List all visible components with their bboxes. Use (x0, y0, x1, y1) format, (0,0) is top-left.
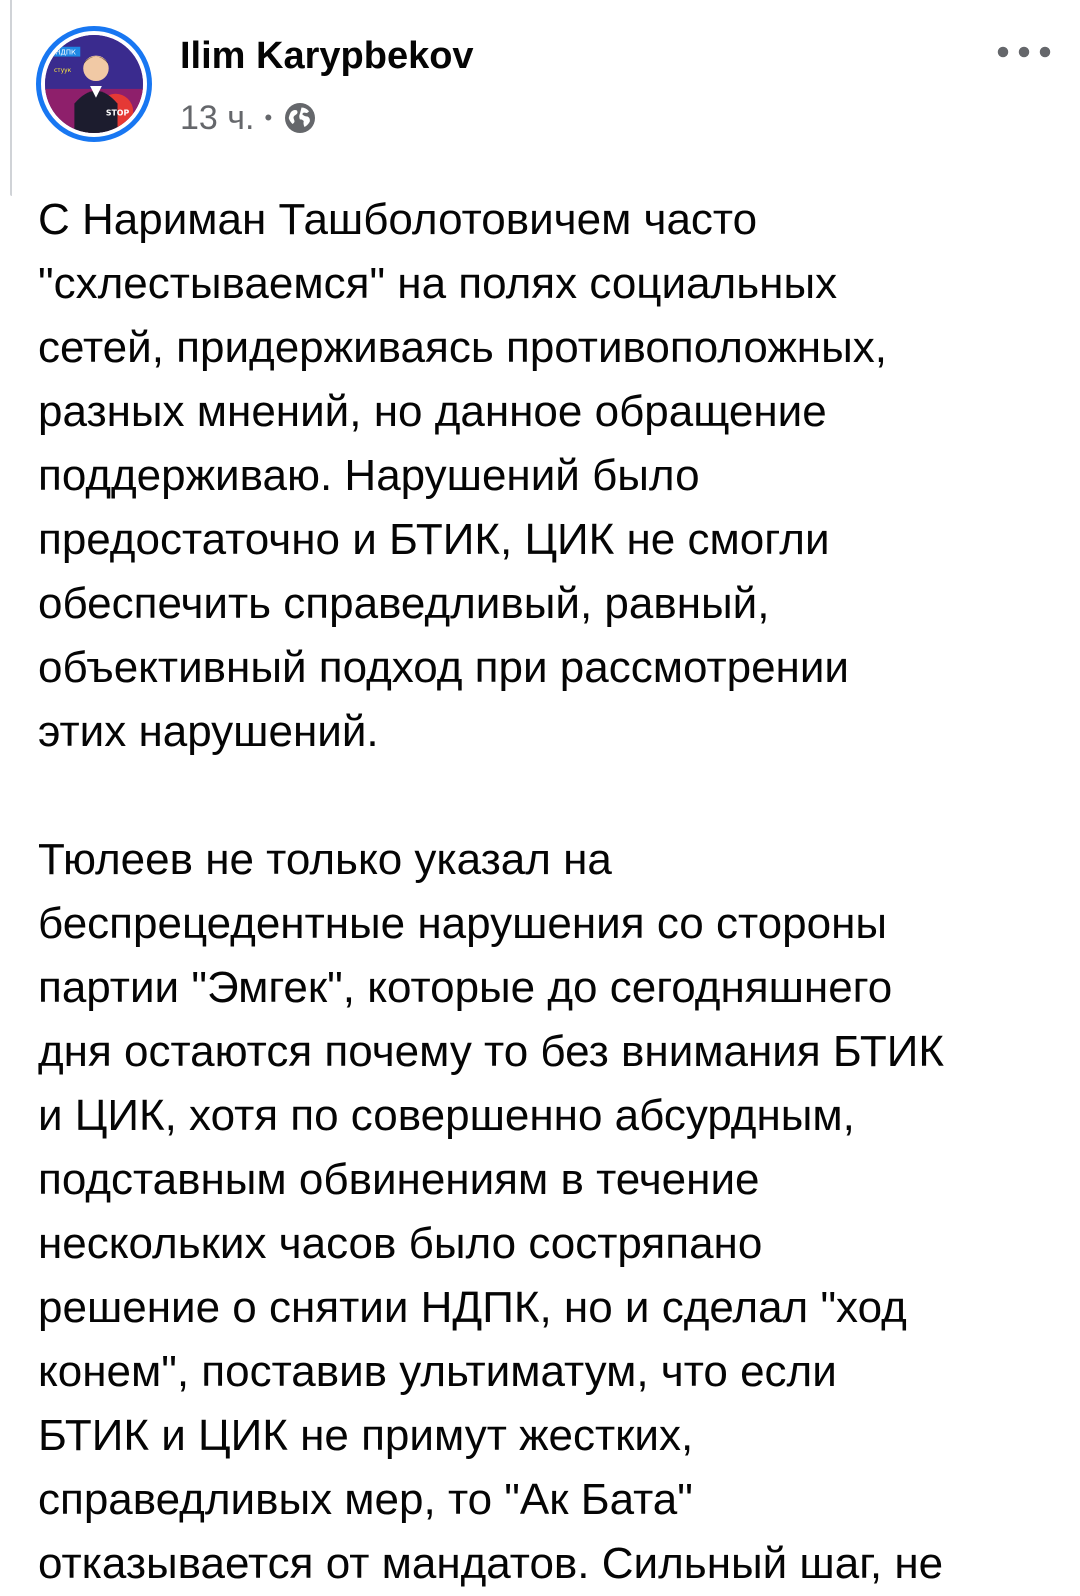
post-text (38, 188, 1060, 1596)
avatar-badge-text: НДПК (55, 48, 76, 57)
avatar-stop-text: STOP (105, 108, 130, 118)
post-meta (180, 96, 318, 140)
avatar-tag-text: стуук (54, 68, 72, 75)
avatar-illustration (45, 35, 143, 133)
post-paragraph: С Нариман Ташболотовичем часто "схлестываемся" на полях социальных сетей, придерживаясь противоположных, разных мнений, но данное обращение поддерживаю. Нарушений было предостаточно и БТИК, ЦИК не смогли обеспечить справедливый, равный, объективный подход при рассмотрении этих нарушений. (38, 195, 887, 756)
post-paragraph: Тюлеев не только указал на беспрецедентные нарушения со стороны партии "Эмгек", которые до сегодняшнего дня остаются почему то без внимания БТИК и ЦИК, хотя по совершенно абсурдным, подставным обвинениям в течение нескольких часов было состряпано решение о снятии НДПК, но и сделал "ход конем", поставив ультиматум, что если БТИК и ЦИК не примут жестких, справедливых мер, то "Ак Бата" отказывается от мандатов. Сильный шаг, не (38, 835, 944, 1588)
more-options-button[interactable] (992, 32, 1056, 72)
globe-icon (282, 100, 318, 136)
post-timestamp[interactable]: 13 ч. (180, 98, 255, 137)
avatar-image (45, 35, 143, 133)
left-edge-divider (10, 0, 12, 196)
post-header (36, 26, 1056, 146)
meta-separator: • (264, 105, 273, 130)
author-avatar[interactable] (36, 26, 152, 142)
more-horizontal-icon (996, 45, 1052, 59)
author-name-link[interactable]: Ilim Karypbekov (180, 35, 474, 77)
